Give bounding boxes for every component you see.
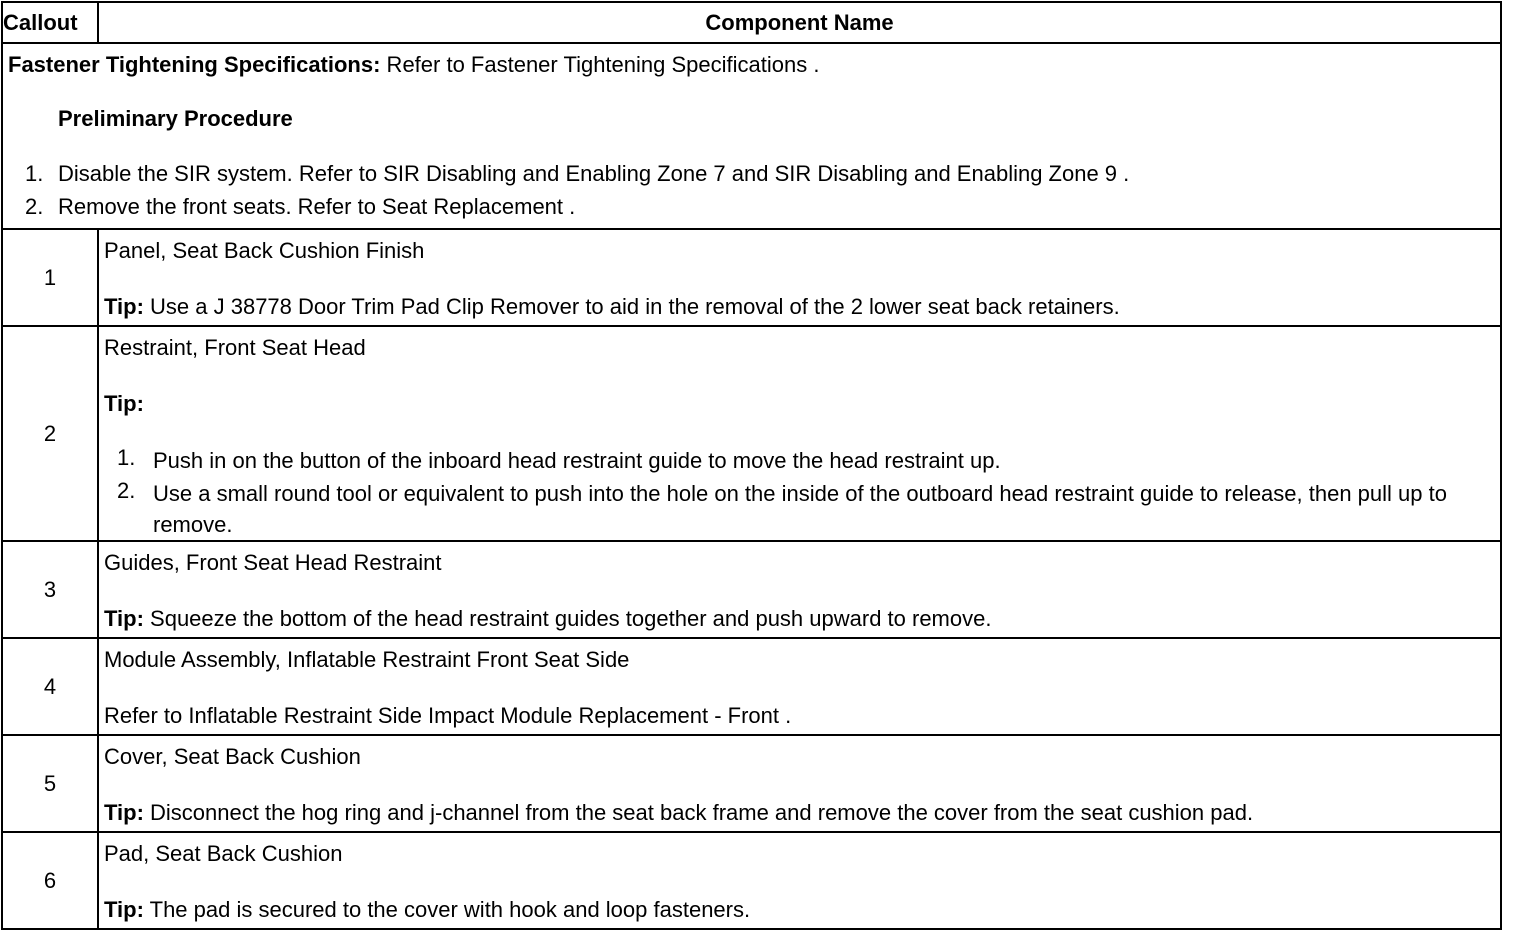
component-tip — [104, 294, 1120, 320]
component-name-column-header: Component Name — [98, 2, 1501, 43]
component-cell — [98, 832, 1501, 929]
component-note: Refer to Inflatable Restraint Side Impact Module Replacement - Front . — [104, 703, 792, 728]
step-number: 1. — [117, 445, 136, 470]
component-tip — [104, 897, 750, 923]
component-cell — [98, 735, 1501, 832]
component-name: Restraint, Front Seat Head — [104, 335, 366, 360]
list-item — [99, 445, 1500, 478]
component-name: Guides, Front Seat Head Restraint — [104, 550, 442, 575]
tip-label: Tip: — [104, 606, 144, 631]
component-name: Module Assembly, Inflatable Restraint Front Seat Side — [104, 647, 630, 672]
component-tip — [104, 606, 991, 632]
callout-number: 3 — [2, 541, 98, 638]
fastener-spec-text: Refer to Fastener Tightening Specifications . — [380, 52, 820, 77]
component-table — [1, 1, 1502, 930]
component-name: Panel, Seat Back Cushion Finish — [104, 238, 425, 263]
preliminary-row — [2, 43, 1501, 229]
component-cell — [98, 326, 1501, 541]
step-text: Remove the front seats. Refer to Seat Replacement . — [58, 194, 576, 219]
callout-number: 2 — [2, 326, 98, 541]
tip-text: Disconnect the hog ring and j-channel from the seat back frame and remove the cover from the seat cushion pad. — [143, 800, 1254, 825]
tip-label: Tip: — [104, 391, 144, 416]
component-name: Cover, Seat Back Cushion — [104, 744, 361, 769]
table-row — [2, 832, 1501, 929]
tip-text: Use a J 38778 Door Trim Pad Clip Remover to aid in the removal of the 2 lower seat back retainers. — [143, 294, 1120, 319]
tip-text: The pad is secured to the cover with hook and loop fasteners. — [143, 897, 751, 922]
component-cell — [98, 541, 1501, 638]
callout-number: 1 — [2, 229, 98, 326]
table-row — [2, 229, 1501, 326]
table-row — [2, 326, 1501, 541]
tip-label: Tip: — [104, 800, 144, 825]
preliminary-procedure-title: Preliminary Procedure — [58, 106, 293, 131]
callout-number: 5 — [2, 735, 98, 832]
list-item — [99, 478, 1500, 540]
tip-label: Tip: — [104, 294, 144, 319]
callout-number: 6 — [2, 832, 98, 929]
fastener-spec-label: Fastener Tightening Specifications: — [8, 52, 381, 77]
tip-label: Tip: — [104, 897, 144, 922]
step-text: Disable the SIR system. Refer to SIR Disabling and Enabling Zone 7 and SIR Disabling and Enabling Zone 9 . — [58, 161, 1130, 186]
component-cell — [98, 638, 1501, 735]
step-number: 1. — [25, 161, 44, 186]
tip-text: Squeeze the bottom of the head restraint guides together and push upward to remove. — [143, 606, 992, 631]
tip-steps-list — [99, 445, 1500, 540]
component-name: Pad, Seat Back Cushion — [104, 841, 343, 866]
step-number: 2. — [117, 478, 136, 503]
step-number: 2. — [25, 194, 44, 219]
step-text: Use a small round tool or equivalent to push into the hole on the inside of the outboard head restraint guide to release, then pull up to remove. — [153, 481, 1447, 537]
table-row — [2, 638, 1501, 735]
fastener-spec-line — [8, 52, 819, 78]
preliminary-cell — [2, 43, 1501, 229]
callout-number: 4 — [2, 638, 98, 735]
step-text: Push in on the button of the inboard head restraint guide to move the head restraint up. — [153, 448, 1001, 473]
table-row — [2, 541, 1501, 638]
table-header-row — [2, 2, 1501, 43]
component-tip — [104, 800, 1253, 826]
component-cell — [98, 229, 1501, 326]
callout-column-header: Callout — [2, 2, 98, 43]
table-row — [2, 735, 1501, 832]
